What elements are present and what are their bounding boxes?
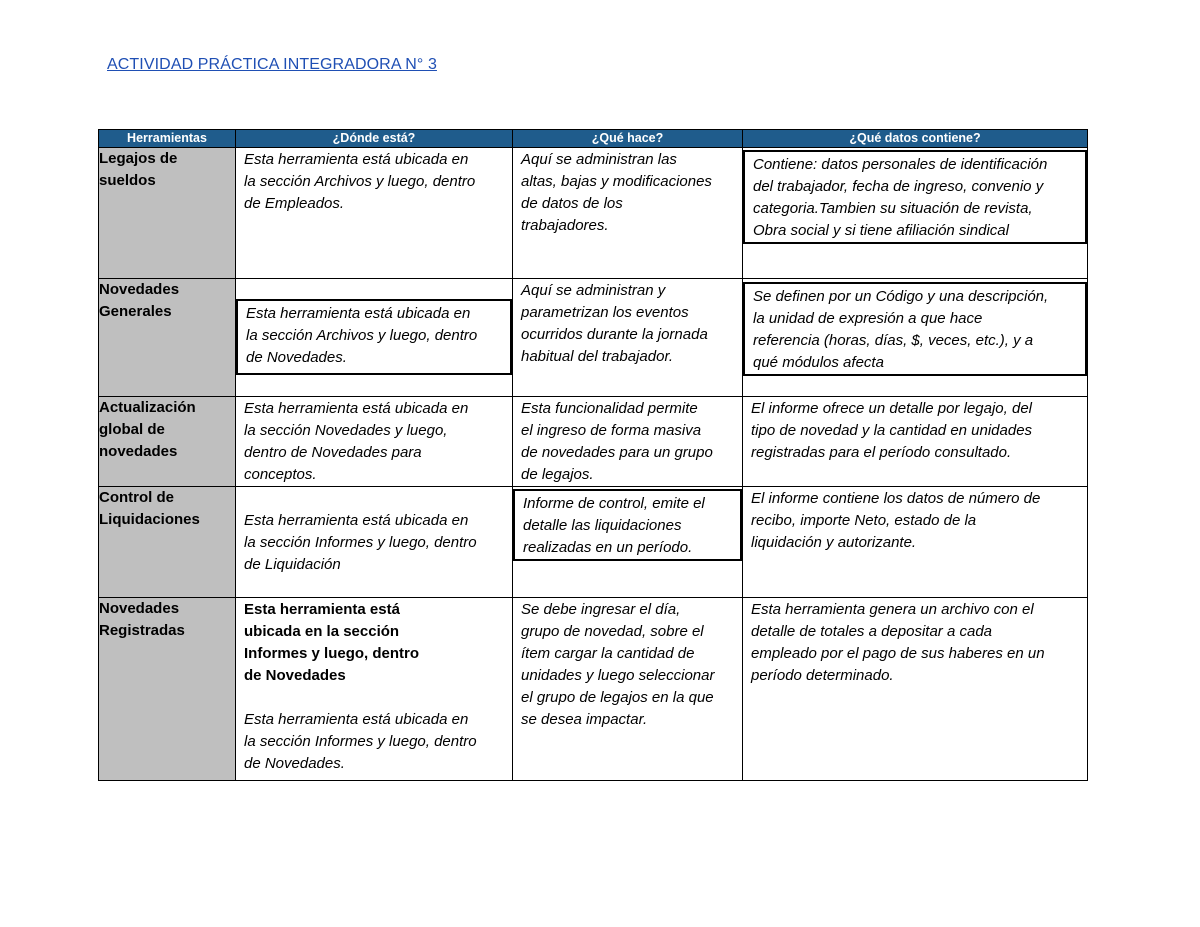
text-line: de Novedades.	[244, 755, 345, 772]
tool-name-line: Registradas	[99, 622, 185, 639]
text-line: período determinado.	[751, 667, 894, 684]
text-line: Informes y luego, dentro	[244, 645, 420, 662]
text-line: la unidad de expresión a que hace	[753, 310, 983, 327]
table-header-row	[99, 130, 1088, 148]
tool-name-line: Actualización	[99, 399, 196, 416]
text-line: unidades y luego seleccionar	[521, 667, 715, 684]
text-line: Esta herramienta está ubicada en	[246, 305, 471, 322]
text-line: de novedades para un grupo	[521, 444, 713, 461]
donde-cell	[236, 487, 513, 598]
que-hace-cell	[513, 279, 743, 397]
text-line: trabajadores.	[521, 217, 609, 234]
text-line: ítem cargar la cantidad de	[521, 645, 695, 662]
text-line: Esta herramienta está ubicada en	[244, 711, 469, 728]
tool-name-line: Generales	[99, 303, 172, 320]
tools-table	[98, 129, 1088, 781]
text-line: Aquí se administran y	[521, 282, 666, 299]
text-line: de Novedades	[244, 667, 346, 684]
text-line: de datos de los	[521, 195, 623, 212]
tool-name-line: Liquidaciones	[99, 511, 200, 528]
que-hace-cell	[513, 487, 743, 598]
tool-name-line: global de	[99, 421, 165, 438]
text-line: de Liquidación	[244, 556, 341, 573]
text-line: del trabajador, fecha de ingreso, convenio y	[753, 178, 1044, 195]
text-line: Se debe ingresar el día,	[521, 601, 681, 618]
text-box	[743, 150, 1087, 244]
tool-name-cell	[99, 397, 236, 487]
donde-italic-block	[236, 687, 512, 775]
text-line: empleado por el pago de sus haberes en un	[751, 645, 1045, 662]
header-herramientas: Herramientas	[99, 130, 236, 148]
text-line: Se definen por un Código y una descripción,	[753, 288, 1049, 305]
tool-name-line: Legajos de	[99, 150, 178, 167]
text-line: el grupo de legajos en la que	[521, 689, 714, 706]
header-que-hace: ¿Qué hace?	[513, 130, 743, 148]
text-line: Esta herramienta está ubicada en	[244, 400, 469, 417]
text-line: referencia (horas, días, $, veces, etc.), y a	[753, 332, 1034, 349]
table-row	[99, 598, 1088, 781]
text-line: detalle las liquidaciones	[523, 517, 682, 534]
text-line: Esta herramienta está	[244, 601, 400, 618]
text-line: conceptos.	[244, 466, 317, 483]
donde-cell	[236, 148, 513, 279]
text-box	[513, 489, 742, 561]
datos-cell	[743, 148, 1088, 279]
document-title: ACTIVIDAD PRÁCTICA INTEGRADORA N° 3	[107, 56, 437, 73]
tool-name-cell	[99, 487, 236, 598]
datos-cell	[743, 279, 1088, 397]
text-line: de legajos.	[521, 466, 594, 483]
tool-name-cell	[99, 148, 236, 279]
text-line: tipo de novedad y la cantidad en unidades	[751, 422, 1033, 439]
header-donde-esta: ¿Dónde está?	[236, 130, 513, 148]
text-line: de Novedades.	[246, 349, 347, 366]
text-line: Contiene: datos personales de identificación	[753, 156, 1048, 173]
table-row	[99, 487, 1088, 598]
text-line: de Empleados.	[244, 195, 345, 212]
tool-name-cell	[99, 598, 236, 781]
text-line: detalle de totales a depositar a cada	[751, 623, 993, 640]
tool-name-line: Novedades	[99, 281, 180, 298]
text-line: qué módulos afecta	[753, 354, 884, 371]
text-line: ubicada en la sección	[244, 623, 400, 640]
tool-name-line: Control de	[99, 489, 174, 506]
text-line: se desea impactar.	[521, 711, 648, 728]
text-line: la sección Informes y luego, dentro	[244, 733, 477, 750]
header-que-datos-contiene: ¿Qué datos contiene?	[743, 130, 1088, 148]
text-line: habitual del trabajador.	[521, 348, 674, 365]
text-box	[743, 282, 1087, 376]
text-line: El informe contiene los datos de número de	[751, 490, 1041, 507]
tool-name-line: sueldos	[99, 172, 156, 189]
datos-cell	[743, 397, 1088, 487]
table-row	[99, 279, 1088, 397]
text-line: la sección Informes y luego, dentro	[244, 534, 477, 551]
text-line: Esta herramienta genera un archivo con el	[751, 601, 1034, 618]
text-line: dentro de Novedades para	[244, 444, 422, 461]
que-hace-cell	[513, 397, 743, 487]
tool-name-cell	[99, 279, 236, 397]
que-hace-cell	[513, 148, 743, 279]
donde-cell	[236, 279, 513, 397]
text-line: el ingreso de forma masiva	[521, 422, 702, 439]
donde-bold-block	[236, 598, 512, 687]
datos-cell	[743, 598, 1088, 781]
donde-cell	[236, 598, 513, 781]
text-line: categoria.Tambien su situación de revista,	[753, 200, 1033, 217]
text-line: Informe de control, emite el	[523, 495, 705, 512]
text-line: realizadas en un período.	[523, 539, 693, 556]
table-row	[99, 397, 1088, 487]
text-line: Aquí se administran las	[521, 151, 677, 168]
table-row	[99, 148, 1088, 279]
text-line: registradas para el período consultado.	[751, 444, 1012, 461]
text-line: Obra social y si tiene afiliación sindical	[753, 222, 1009, 239]
text-line: recibo, importe Neto, estado de la	[751, 512, 977, 529]
text-line: Esta herramienta está ubicada en	[244, 512, 469, 529]
text-line: la sección Archivos y luego, dentro	[246, 327, 478, 344]
text-line: Esta funcionalidad permite	[521, 400, 698, 417]
text-line: la sección Archivos y luego, dentro	[244, 173, 476, 190]
text-line: liquidación y autorizante.	[751, 534, 917, 551]
text-line: parametrizan los eventos	[521, 304, 689, 321]
donde-cell	[236, 397, 513, 487]
text-line: altas, bajas y modificaciones	[521, 173, 712, 190]
tool-name-line: Novedades	[99, 600, 180, 617]
que-hace-cell	[513, 598, 743, 781]
text-box	[236, 299, 512, 375]
text-line: El informe ofrece un detalle por legajo, del	[751, 400, 1033, 417]
text-line: Esta herramienta está ubicada en	[244, 151, 469, 168]
text-line: grupo de novedad, sobre el	[521, 623, 704, 640]
datos-cell	[743, 487, 1088, 598]
tool-name-line: novedades	[99, 443, 178, 460]
text-line: ocurridos durante la jornada	[521, 326, 708, 343]
text-line: la sección Novedades y luego,	[244, 422, 448, 439]
